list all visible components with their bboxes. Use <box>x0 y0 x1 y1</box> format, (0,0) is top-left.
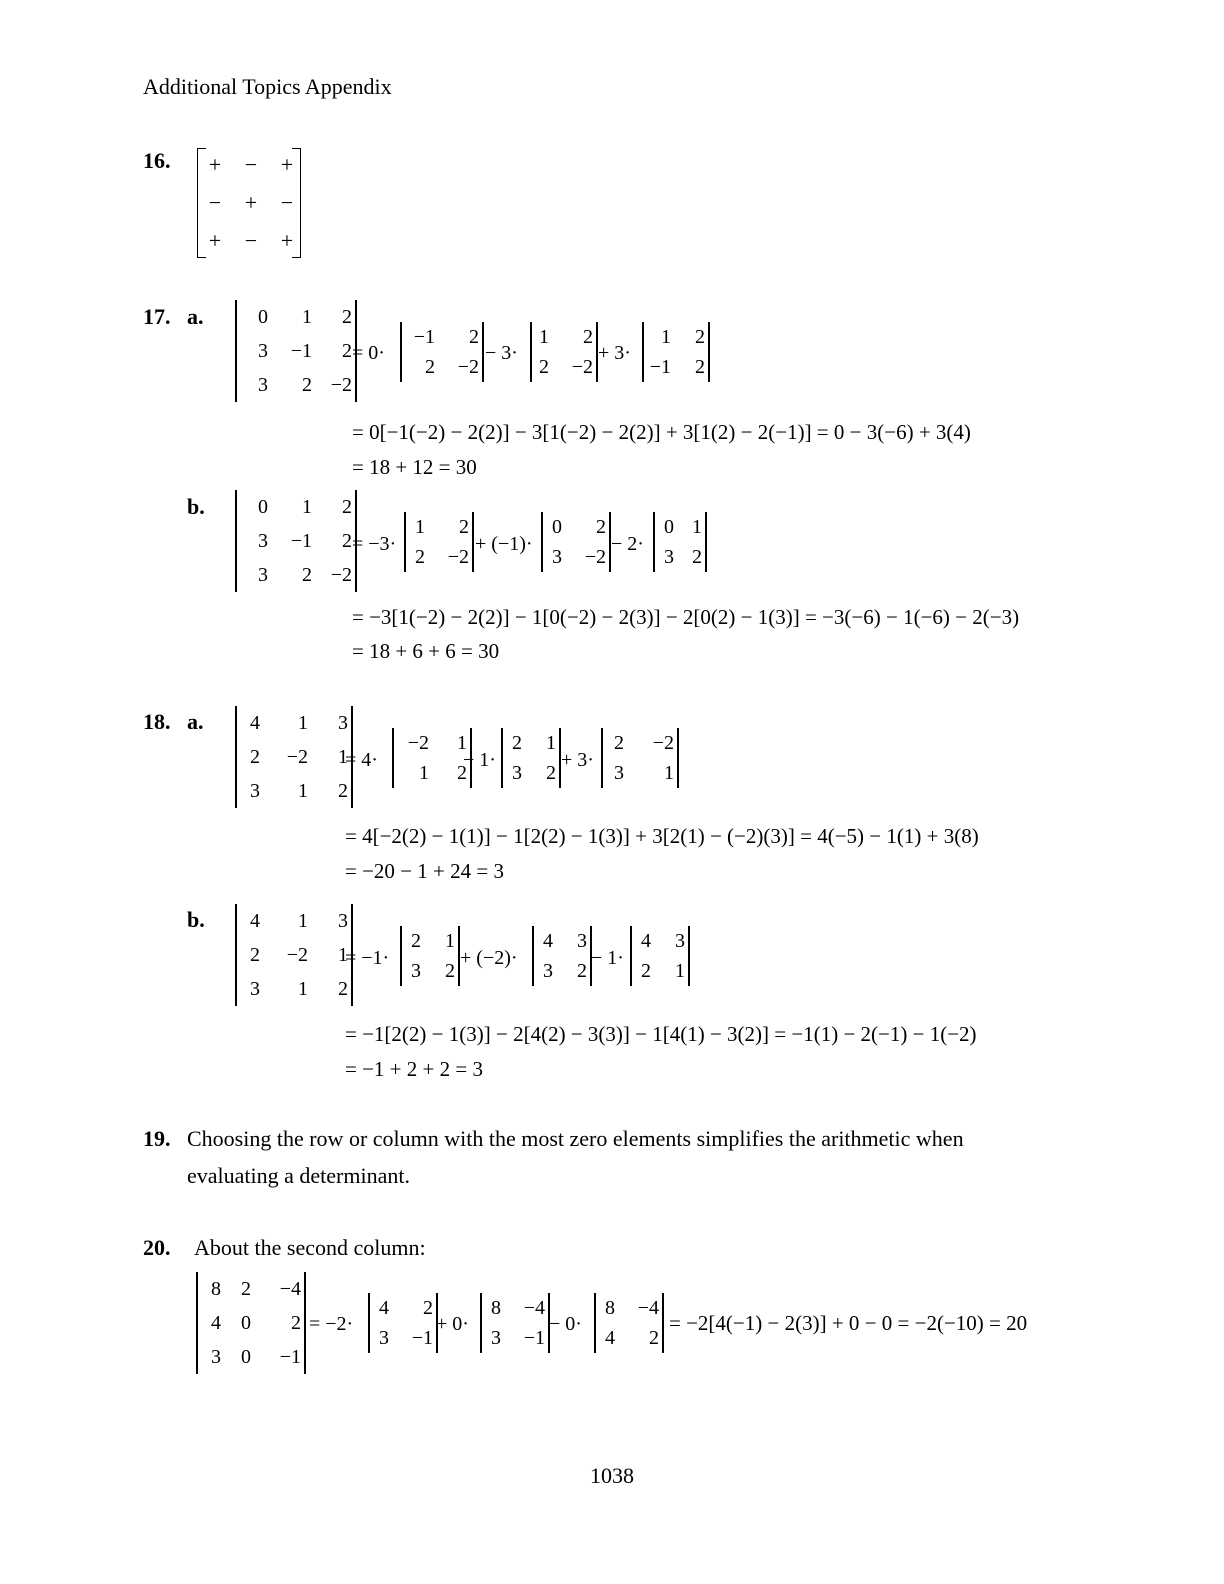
minor-2x2 <box>480 1293 550 1353</box>
det-entry: 2 <box>338 780 348 802</box>
sign-cell: − <box>280 190 294 215</box>
det-entry: 1 <box>302 306 312 328</box>
minor-entry: 1 <box>445 930 455 952</box>
expansion-line: = −3[1(−2) − 2(2)] − 1[0(−2) − 2(3)] − 2[0(2) − 1(3)] = −3(−6) − 1(−6) − 2(−3) <box>352 605 1020 629</box>
expansion-term: + 3· <box>598 342 631 364</box>
minor-entry: 2 <box>457 762 467 784</box>
minor-entry: 0 <box>552 516 562 538</box>
minor-entry: 2 <box>459 516 469 538</box>
minor-entry: 2 <box>695 356 705 378</box>
minor-entry: 1 <box>457 732 467 754</box>
problem-19-text-line2: evaluating a determinant. <box>187 1163 410 1188</box>
minor-entry: 2 <box>445 960 455 982</box>
det-entry: −1 <box>290 340 312 362</box>
minor-entry: 2 <box>614 732 624 754</box>
minor-entry: −2 <box>407 732 429 754</box>
det-entry: 1 <box>302 496 312 518</box>
det-entry: 2 <box>250 944 260 966</box>
det-entry: 1 <box>298 910 308 932</box>
minor-entry: 1 <box>419 762 429 784</box>
det-entry: 1 <box>298 780 308 802</box>
minor-entry: 2 <box>546 762 556 784</box>
problem-16-number: 16. <box>143 148 171 173</box>
minor-entry: −2 <box>571 356 593 378</box>
minor-entry: −2 <box>447 546 469 568</box>
det-entry: 3 <box>250 978 260 1000</box>
minor-entry: 1 <box>664 762 674 784</box>
minor-2x2 <box>601 728 679 788</box>
problem-20-number: 20. <box>143 1235 171 1260</box>
expansion-line: = 4[−2(2) − 1(1)] − 1[2(2) − 1(3)] + 3[2(1) − (−2)(3)] = 4(−5) − 1(1) + 3(8) <box>345 824 979 848</box>
minor-entry: 2 <box>469 326 479 348</box>
det-entry: 3 <box>338 910 348 932</box>
minor-entry: 2 <box>577 960 587 982</box>
minor-entry: 8 <box>491 1297 501 1319</box>
det-entry: 3 <box>258 564 268 586</box>
minor-entry: −2 <box>457 356 479 378</box>
minor-entry: 3 <box>379 1327 389 1349</box>
determinant-3x3 <box>235 706 353 808</box>
minor-entry: 1 <box>415 516 425 538</box>
det-entry: −2 <box>330 374 352 396</box>
minor-entry: 2 <box>641 960 651 982</box>
minor-entry: 2 <box>596 516 606 538</box>
minor-2x2 <box>530 322 598 382</box>
minor-entry: −2 <box>652 732 674 754</box>
det-entry: 8 <box>211 1278 221 1300</box>
expansion-term: − 1· <box>463 749 496 771</box>
expansion-term: + (−2)· <box>460 947 518 969</box>
result-line: = −20 − 1 + 24 = 3 <box>345 859 504 883</box>
problem-20-intro: About the second column: <box>194 1235 426 1260</box>
det-entry: 4 <box>250 910 260 932</box>
minor-entry: 3 <box>614 762 624 784</box>
minor-entry: 3 <box>512 762 522 784</box>
result-line: = −1 + 2 + 2 = 3 <box>345 1057 483 1081</box>
det-entry: 2 <box>291 1312 301 1334</box>
sign-cell: − <box>208 190 222 215</box>
minor-entry: −2 <box>584 546 606 568</box>
expansion-term: + (−1)· <box>475 533 533 555</box>
result-line: = 18 + 6 + 6 = 30 <box>352 639 500 663</box>
minor-2x2 <box>368 1293 438 1353</box>
sign-cell: + <box>208 152 222 177</box>
minor-entry: 2 <box>423 1297 433 1319</box>
sign-cell: + <box>280 228 294 253</box>
sign-cell: + <box>208 228 222 253</box>
problem-19-number: 19. <box>143 1126 171 1151</box>
det-entry: 1 <box>298 978 308 1000</box>
expansion-term: = −2· <box>309 1313 354 1335</box>
det-entry: 0 <box>241 1346 251 1368</box>
minor-entry: 1 <box>661 326 671 348</box>
cofactor-sign-matrix <box>197 146 305 260</box>
det-entry: 3 <box>211 1346 221 1368</box>
det-entry: 4 <box>211 1312 221 1334</box>
minor-entry: 2 <box>692 546 702 568</box>
determinant-3x3 <box>235 300 357 402</box>
minor-entry: 1 <box>692 516 702 538</box>
minor-entry: 2 <box>583 326 593 348</box>
expansion-line: = −1[2(2) − 1(3)] − 2[4(2) − 3(3)] − 1[4(1) − 3(2)] = −1(1) − 2(−1) − 1(−2) <box>345 1022 977 1046</box>
minor-entry: 3 <box>675 930 685 952</box>
result-line: = −2[4(−1) − 2(3)] + 0 − 0 = −2(−10) = 20 <box>669 1311 1028 1335</box>
expansion-term: − 2· <box>611 533 644 555</box>
minor-entry: 4 <box>543 930 553 952</box>
det-entry: −1 <box>290 530 312 552</box>
determinant-3x3 <box>235 490 357 592</box>
determinant-3x3 <box>235 904 353 1006</box>
det-entry: −4 <box>279 1278 301 1300</box>
minor-2x2 <box>400 926 460 986</box>
det-entry: 2 <box>338 978 348 1000</box>
minor-2x2 <box>541 512 611 572</box>
minor-entry: 3 <box>543 960 553 982</box>
det-entry: 2 <box>342 496 352 518</box>
part-a-label: a. <box>187 304 204 329</box>
expansion-term: − 0· <box>549 1313 582 1335</box>
det-entry: 2 <box>241 1278 251 1300</box>
det-entry: 2 <box>302 374 312 396</box>
expansion-term: − 3· <box>485 342 518 364</box>
sign-cell: + <box>244 190 258 215</box>
det-entry: 3 <box>258 374 268 396</box>
det-entry: 2 <box>342 306 352 328</box>
minor-entry: 2 <box>695 326 705 348</box>
expansion-term: = −3· <box>352 533 397 555</box>
part-a-label: a. <box>187 709 204 734</box>
page-header: Additional Topics Appendix <box>143 74 392 99</box>
minor-2x2 <box>392 728 472 788</box>
det-entry: −1 <box>279 1346 301 1368</box>
expansion-term: = −1· <box>345 947 390 969</box>
minor-entry: 1 <box>675 960 685 982</box>
minor-entry: −4 <box>523 1297 545 1319</box>
det-entry: 1 <box>338 746 348 768</box>
minor-2x2 <box>400 322 484 382</box>
minor-entry: 3 <box>552 546 562 568</box>
det-entry: 2 <box>342 530 352 552</box>
minor-entry: 2 <box>649 1327 659 1349</box>
expansion-term: = 4· <box>345 749 378 771</box>
minor-entry: 2 <box>411 930 421 952</box>
det-entry: 1 <box>298 712 308 734</box>
problem-17-number: 17. <box>143 304 171 329</box>
minor-2x2 <box>653 512 707 572</box>
det-entry: 2 <box>342 340 352 362</box>
page-number: 1038 <box>590 1463 634 1488</box>
minor-entry: 1 <box>546 732 556 754</box>
det-entry: 2 <box>302 564 312 586</box>
minor-entry: 4 <box>605 1327 615 1349</box>
minor-entry: 4 <box>379 1297 389 1319</box>
expansion-term: = 0· <box>352 342 385 364</box>
part-b-label: b. <box>187 494 205 519</box>
det-entry: 0 <box>241 1312 251 1334</box>
minor-entry: 4 <box>641 930 651 952</box>
expansion-line: = 0[−1(−2) − 2(2)] − 3[1(−2) − 2(2)] + 3[1(2) − 2(−1)] = 0 − 3(−6) + 3(4) <box>352 420 971 444</box>
minor-entry: −4 <box>637 1297 659 1319</box>
minor-entry: −1 <box>413 326 435 348</box>
det-entry: 3 <box>250 780 260 802</box>
minor-entry: 2 <box>539 356 549 378</box>
minor-entry: 2 <box>415 546 425 568</box>
minor-2x2 <box>532 926 592 986</box>
det-entry: 4 <box>250 712 260 734</box>
det-entry: −2 <box>286 944 308 966</box>
minor-entry: 3 <box>491 1327 501 1349</box>
minor-2x2 <box>404 512 474 572</box>
minor-2x2 <box>594 1293 664 1353</box>
det-entry: 0 <box>258 306 268 328</box>
minor-2x2 <box>501 728 561 788</box>
minor-entry: 3 <box>411 960 421 982</box>
problem-19-text-line1: Choosing the row or column with the most zero elements simplifies the arithmetic when <box>187 1126 964 1151</box>
sign-cell: + <box>280 152 294 177</box>
minor-entry: 0 <box>664 516 674 538</box>
minor-entry: −1 <box>649 356 671 378</box>
det-entry: 3 <box>258 340 268 362</box>
minor-entry: 2 <box>425 356 435 378</box>
det-entry: 3 <box>338 712 348 734</box>
expansion-term: + 0· <box>436 1313 469 1335</box>
minor-entry: 3 <box>577 930 587 952</box>
result-line: = 18 + 12 = 30 <box>352 455 477 479</box>
minor-entry: 1 <box>539 326 549 348</box>
minor-entry: −1 <box>411 1327 433 1349</box>
determinant-3x3 <box>196 1272 306 1374</box>
det-entry: −2 <box>286 746 308 768</box>
minor-2x2 <box>630 926 690 986</box>
minor-entry: −1 <box>523 1327 545 1349</box>
sign-cell: − <box>244 228 258 253</box>
det-entry: 2 <box>250 746 260 768</box>
minor-2x2 <box>642 322 710 382</box>
det-entry: 3 <box>258 530 268 552</box>
sign-cell: − <box>244 152 258 177</box>
minor-entry: 8 <box>605 1297 615 1319</box>
minor-entry: 2 <box>512 732 522 754</box>
det-entry: 0 <box>258 496 268 518</box>
expansion-term: + 3· <box>561 749 594 771</box>
part-b-label: b. <box>187 907 205 932</box>
problem-18-number: 18. <box>143 709 171 734</box>
expansion-term: − 1· <box>591 947 624 969</box>
det-entry: −2 <box>330 564 352 586</box>
minor-entry: 3 <box>664 546 674 568</box>
det-entry: 1 <box>338 944 348 966</box>
